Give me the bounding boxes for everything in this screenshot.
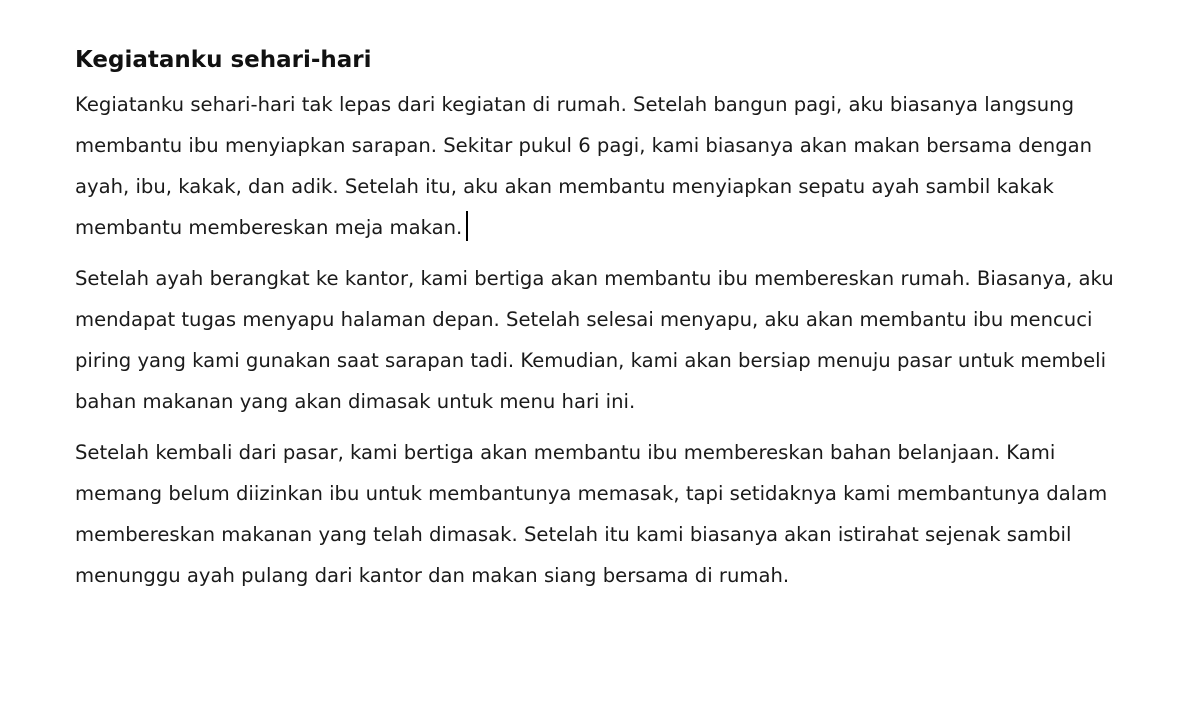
paragraph-1-text[interactable]: Kegiatanku sehari-hari tak lepas dari kegiatan di rumah. Setelah bangun pagi, aku biasanya langsung membantu ibu menyiapkan sarapan. Sekitar pukul 6 pagi, kami biasanya akan makan bersama dengan ayah, ibu, kakak, dan adik. Setelah itu, aku akan membantu menyiapkan sepatu ayah sambil kakak membantu membereskan meja makan.	[75, 93, 1093, 239]
document-body[interactable]	[75, 42, 1135, 606]
text-cursor	[466, 211, 468, 241]
paragraph-3[interactable]: Setelah kembali dari pasar, kami bertiga akan membantu ibu membereskan bahan belanjaan. Kami memang belum diizinkan ibu untuk membantunya memasak, tapi setidaknya kami membantunya dalam membereskan makanan yang telah dimasak. Setelah itu kami biasanya akan istirahat sejenak sambil menunggu ayah pulang dari kantor dan makan siang bersama di rumah.	[75, 441, 1108, 587]
paragraph-2[interactable]: Setelah ayah berangkat ke kantor, kami bertiga akan membantu ibu membereskan rumah. Biasanya, aku mendapat tugas menyapu halaman depan. Setelah selesai menyapu, aku akan membantu ibu mencuci piring yang kami gunakan saat sarapan tadi. Kemudian, kami akan bersiap menuju pasar untuk membeli bahan makanan yang akan dimasak untuk menu hari ini.	[75, 267, 1114, 413]
paragraph-1[interactable]	[75, 84, 1135, 248]
document-heading[interactable]: Kegiatanku sehari-hari	[75, 47, 372, 73]
